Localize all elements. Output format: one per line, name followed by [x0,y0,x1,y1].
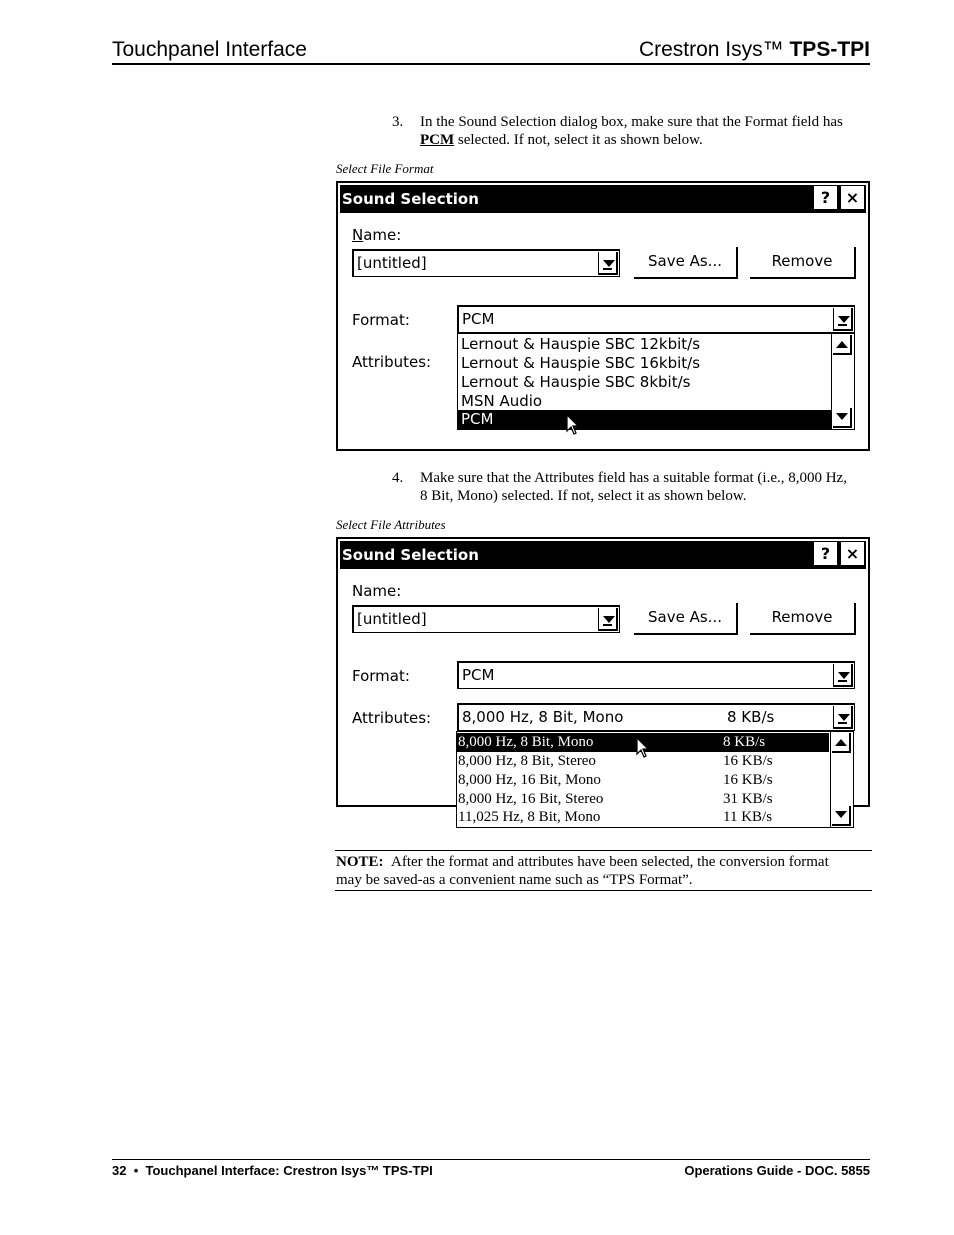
step3-number: 3. [392,114,404,130]
chevron-down-icon [603,260,615,267]
save-as-label: Save As... [648,608,722,626]
name-dropdown-button[interactable] [598,252,618,275]
mouse-cursor-icon [566,414,580,436]
scroll-up-button[interactable] [832,733,851,753]
note [336,853,872,889]
step4-text [420,469,880,505]
chevron-down-icon [838,714,850,721]
format-value: PCM [462,666,495,684]
attr-label: 11,025 Hz, 8 Bit, Mono [458,809,601,825]
chevron-down-icon [838,672,850,679]
dialog-title-bar [340,541,866,569]
step4-line1: Make sure that the Attributes field has a suitable format (i.e., 8,000 Hz, [420,470,847,486]
scrollbar[interactable] [831,334,854,429]
save-as-button[interactable] [634,603,738,635]
page-number: 32 [112,1163,127,1178]
help-button[interactable]: ? [814,186,837,209]
footer-bullet: • [133,1163,139,1178]
attributes-value: 8,000 Hz, 8 Bit, Mono [462,708,624,726]
name-label: Name: [352,582,402,600]
footer-title: Touchpanel Interface: Crestron Isys™ TPS-TPI [145,1163,433,1178]
chevron-down-icon [603,616,615,623]
name-value: [untitled] [357,610,427,628]
format-value: PCM [462,310,495,328]
sound-selection-dialog-format [336,181,870,451]
list-item[interactable]: Lernout & Hauspie SBC 12kbit/s [461,335,701,353]
step3-line1: In the Sound Selection dialog box, make sure that the Format field has [420,114,843,130]
note-line2: may be saved-as a convenient name such as “TPS Format”. [336,872,693,888]
arrow-up-icon [835,739,847,746]
scroll-up-button[interactable] [833,335,852,355]
note-label: NOTE: [336,854,384,870]
list-item[interactable]: MSN Audio [461,392,543,410]
step3-line2 [420,131,870,149]
dialog-title: Sound Selection [342,190,479,208]
attr-label: 8,000 Hz, 8 Bit, Mono [458,734,594,750]
save-as-label: Save As... [648,252,722,270]
step4-number: 4. [392,470,404,486]
attributes-label: Attributes: [352,353,432,371]
name-value: [untitled] [357,254,427,272]
footer-rule [112,1159,870,1160]
header-left: Touchpanel Interface [112,38,307,61]
arrow-down-icon [835,811,847,818]
list-item[interactable] [457,771,829,790]
name-label: Name: [352,226,402,244]
name-combo[interactable] [352,605,620,633]
help-button[interactable]: ? [814,542,837,565]
note-line1 [336,853,872,871]
arrow-down-icon [836,413,848,420]
dialog-title: Sound Selection [342,546,479,564]
pcm-emphasis: PCM [420,132,455,148]
list-item[interactable]: Lernout & Hauspie SBC 8kbit/s [461,373,691,391]
note-line1-text: After the format and attributes have been selected, the conversion format [391,854,829,870]
format-combo[interactable] [457,305,855,333]
header-rule [112,63,870,65]
attr-rate: 11 KB/s [723,809,773,825]
attributes-combo[interactable] [457,703,855,731]
list-item[interactable] [457,808,829,827]
remove-label: Remove [771,252,833,270]
step4-line2: 8 Bit, Mono) selected. If not, select it as shown below. [420,488,747,504]
figure-caption-2: Select File Attributes [336,517,446,532]
attr-rate: 16 KB/s [723,772,773,788]
note-rule-bottom [335,890,872,891]
step3-text [420,113,870,149]
format-dropdown-list[interactable] [457,333,855,430]
list-item[interactable]: Lernout & Hauspie SBC 16kbit/s [461,354,701,372]
list-item[interactable] [457,790,829,809]
close-button[interactable]: × [841,186,864,209]
attr-label: 8,000 Hz, 16 Bit, Stereo [458,791,604,807]
format-combo[interactable] [457,661,855,689]
name-combo[interactable] [352,249,620,277]
format-label: Format: [352,667,410,685]
header-right [639,38,870,62]
footer-left [112,1163,433,1178]
header-model: TPS-TPI [789,38,870,61]
remove-button[interactable] [750,247,856,279]
arrow-up-icon [836,341,848,348]
scroll-down-button[interactable] [833,408,852,428]
format-dropdown-button[interactable] [833,308,853,331]
footer-right: Operations Guide - DOC. 5855 [684,1163,870,1178]
figure-caption-1: Select File Format [336,161,434,176]
dialog-title-bar [340,185,866,213]
attr-rate: 8 KB/s [723,734,766,750]
format-dropdown-button[interactable] [833,664,853,687]
chevron-down-icon [838,316,850,323]
list-item-selected[interactable]: PCM [458,410,833,429]
scrollbar[interactable] [830,732,853,827]
attributes-dropdown-button[interactable] [833,706,853,729]
header-product: Crestron Isys™ [638,38,784,61]
save-as-button[interactable] [634,247,738,279]
attr-rate: 16 KB/s [723,753,773,769]
remove-button[interactable] [750,603,856,635]
format-label: Format: [352,311,410,329]
attributes-dropdown-list[interactable] [456,731,854,828]
close-button[interactable]: × [841,542,864,565]
name-dropdown-button[interactable] [598,608,618,631]
mouse-cursor-icon [636,737,650,759]
note-rule-top [335,850,872,851]
attr-label: 8,000 Hz, 16 Bit, Mono [458,772,601,788]
attributes-rate: 8 KB/s [727,708,775,726]
scroll-down-button[interactable] [832,806,851,826]
remove-label: Remove [771,608,833,626]
step3-line2-text: selected. If not, select it as shown below. [457,132,703,148]
attributes-label: Attributes: [352,709,432,727]
attr-rate: 31 KB/s [723,791,773,807]
attr-label: 8,000 Hz, 8 Bit, Stereo [458,753,596,769]
